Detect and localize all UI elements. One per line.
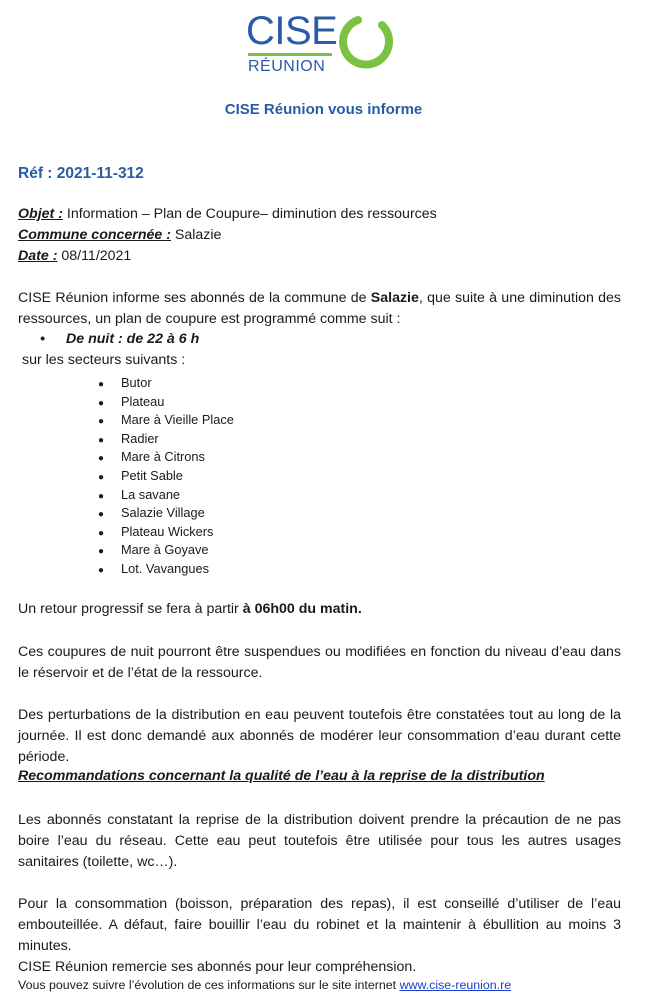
sector-item (98, 504, 234, 523)
sector-item (98, 560, 234, 579)
intro-paragraph (18, 288, 621, 330)
bullet-icon: ● (98, 546, 105, 558)
bullet-icon: ● (98, 434, 105, 446)
bullet-icon: ● (98, 509, 105, 521)
commune-value: Salazie (170, 227, 222, 243)
sector-name: Lot. Vavangues (121, 560, 209, 576)
perturbations-paragraph: Des perturbations de la distribution en eau peuvent toutefois être constatées tout au long de la journée. Il est donc demandé aux abonnés de modérer leur consommation d’eau durant cette période. (18, 707, 621, 765)
objet-line (18, 204, 437, 224)
commune-line (18, 225, 221, 245)
date-line (18, 246, 131, 266)
night-schedule (40, 331, 199, 347)
sector-item (98, 541, 234, 560)
bullet-icon: • (40, 331, 45, 347)
bullet-icon: ● (98, 453, 105, 465)
sector-item (98, 523, 234, 542)
sectors-intro: sur les secteurs suivants : (22, 352, 186, 368)
intro-text-start: CISE Réunion informe ses abonnés de la commune de (18, 290, 371, 306)
retour-time: à 06h00 du matin. (242, 601, 362, 617)
sector-name: La savane (121, 486, 181, 502)
commune-highlight: Salazie (370, 290, 419, 306)
sector-name: Salazie Village (121, 505, 205, 521)
objet-label: Objet : (18, 206, 63, 222)
sector-item (98, 430, 234, 449)
sector-item (98, 467, 234, 486)
sector-item (98, 393, 234, 412)
footer (18, 978, 511, 992)
coupures-paragraph: Ces coupures de nuit pourront être suspendues ou modifiées en fonction du niveau d’eau dans le réservoir et de l’état de la ressource. (18, 644, 621, 681)
cise-reunion-logo (244, 9, 404, 73)
sector-item (98, 486, 234, 505)
bullet-icon: ● (98, 490, 105, 502)
sector-name: Plateau (121, 393, 165, 409)
thanks-line: CISE Réunion remercie ses abonnés pour leur compréhension. (18, 959, 417, 975)
intro-text-end: , que suite à une diminution des ressources, un plan de coupure est programmé comme suit : (18, 290, 621, 327)
logo-ring-icon (336, 13, 394, 71)
sector-list (98, 374, 234, 579)
sector-name: Mare à Vieille Place (121, 412, 234, 428)
bullet-icon: ● (98, 471, 105, 483)
night-schedule-text: De nuit : de 22 à 6 h (66, 331, 200, 347)
sector-item (98, 374, 234, 393)
footer-text: Vous pouvez suivre l’évolution de ces informations sur le site internet (18, 978, 400, 992)
sector-name: Mare à Goyave (121, 542, 209, 558)
reprise-paragraph: Les abonnés constatant la reprise de la distribution doivent prendre la précaution de ne pas boire l’eau du réseau. Cette eau peut toutefois être utilisée pour tous les autres usages sanitaires (toilette, wc…). (18, 812, 621, 870)
objet-value: Information – Plan de Coupure– diminution des ressources (62, 206, 437, 222)
date-value: 08/11/2021 (57, 248, 132, 264)
sector-name: Butor (121, 375, 152, 390)
bullet-icon: ● (98, 564, 105, 576)
sector-name: Plateau Wickers (121, 523, 214, 539)
bullet-icon: ● (98, 397, 105, 409)
page-title: CISE Réunion vous informe (224, 101, 423, 118)
sector-name: Radier (121, 430, 159, 446)
bullet-icon: ● (98, 527, 105, 539)
retour-text: Un retour progressif se fera à partir (18, 601, 243, 617)
bullet-icon: ● (98, 379, 105, 390)
sector-name: Petit Sable (121, 467, 183, 483)
retour-paragraph (18, 599, 621, 620)
sector-item (98, 411, 234, 430)
bullet-icon: ● (98, 416, 105, 428)
reference-number: Réf : 2021-11-312 (18, 165, 144, 182)
sector-name: Mare à Citrons (121, 449, 205, 465)
date-label: Date : (18, 248, 58, 264)
recommendations-heading: Recommandations concernant la qualité de l’eau à la reprise de la distribution (18, 768, 545, 784)
logo-green-bar (248, 53, 332, 56)
logo-wordmark: CISE (246, 9, 338, 53)
consommation-paragraph: Pour la consommation (boisson, préparation des repas), il est conseillé d’utiliser de l’eau embouteillée. A défaut, faire bouillir l’eau du robinet et la maintenir à ébullition au moins 3 minutes. (18, 896, 621, 954)
logo-subtitle: RÉUNION (248, 58, 326, 75)
website-link[interactable]: www.cise-reunion.re (399, 978, 512, 992)
sector-item (98, 448, 234, 467)
commune-label: Commune concernée : (18, 227, 171, 243)
